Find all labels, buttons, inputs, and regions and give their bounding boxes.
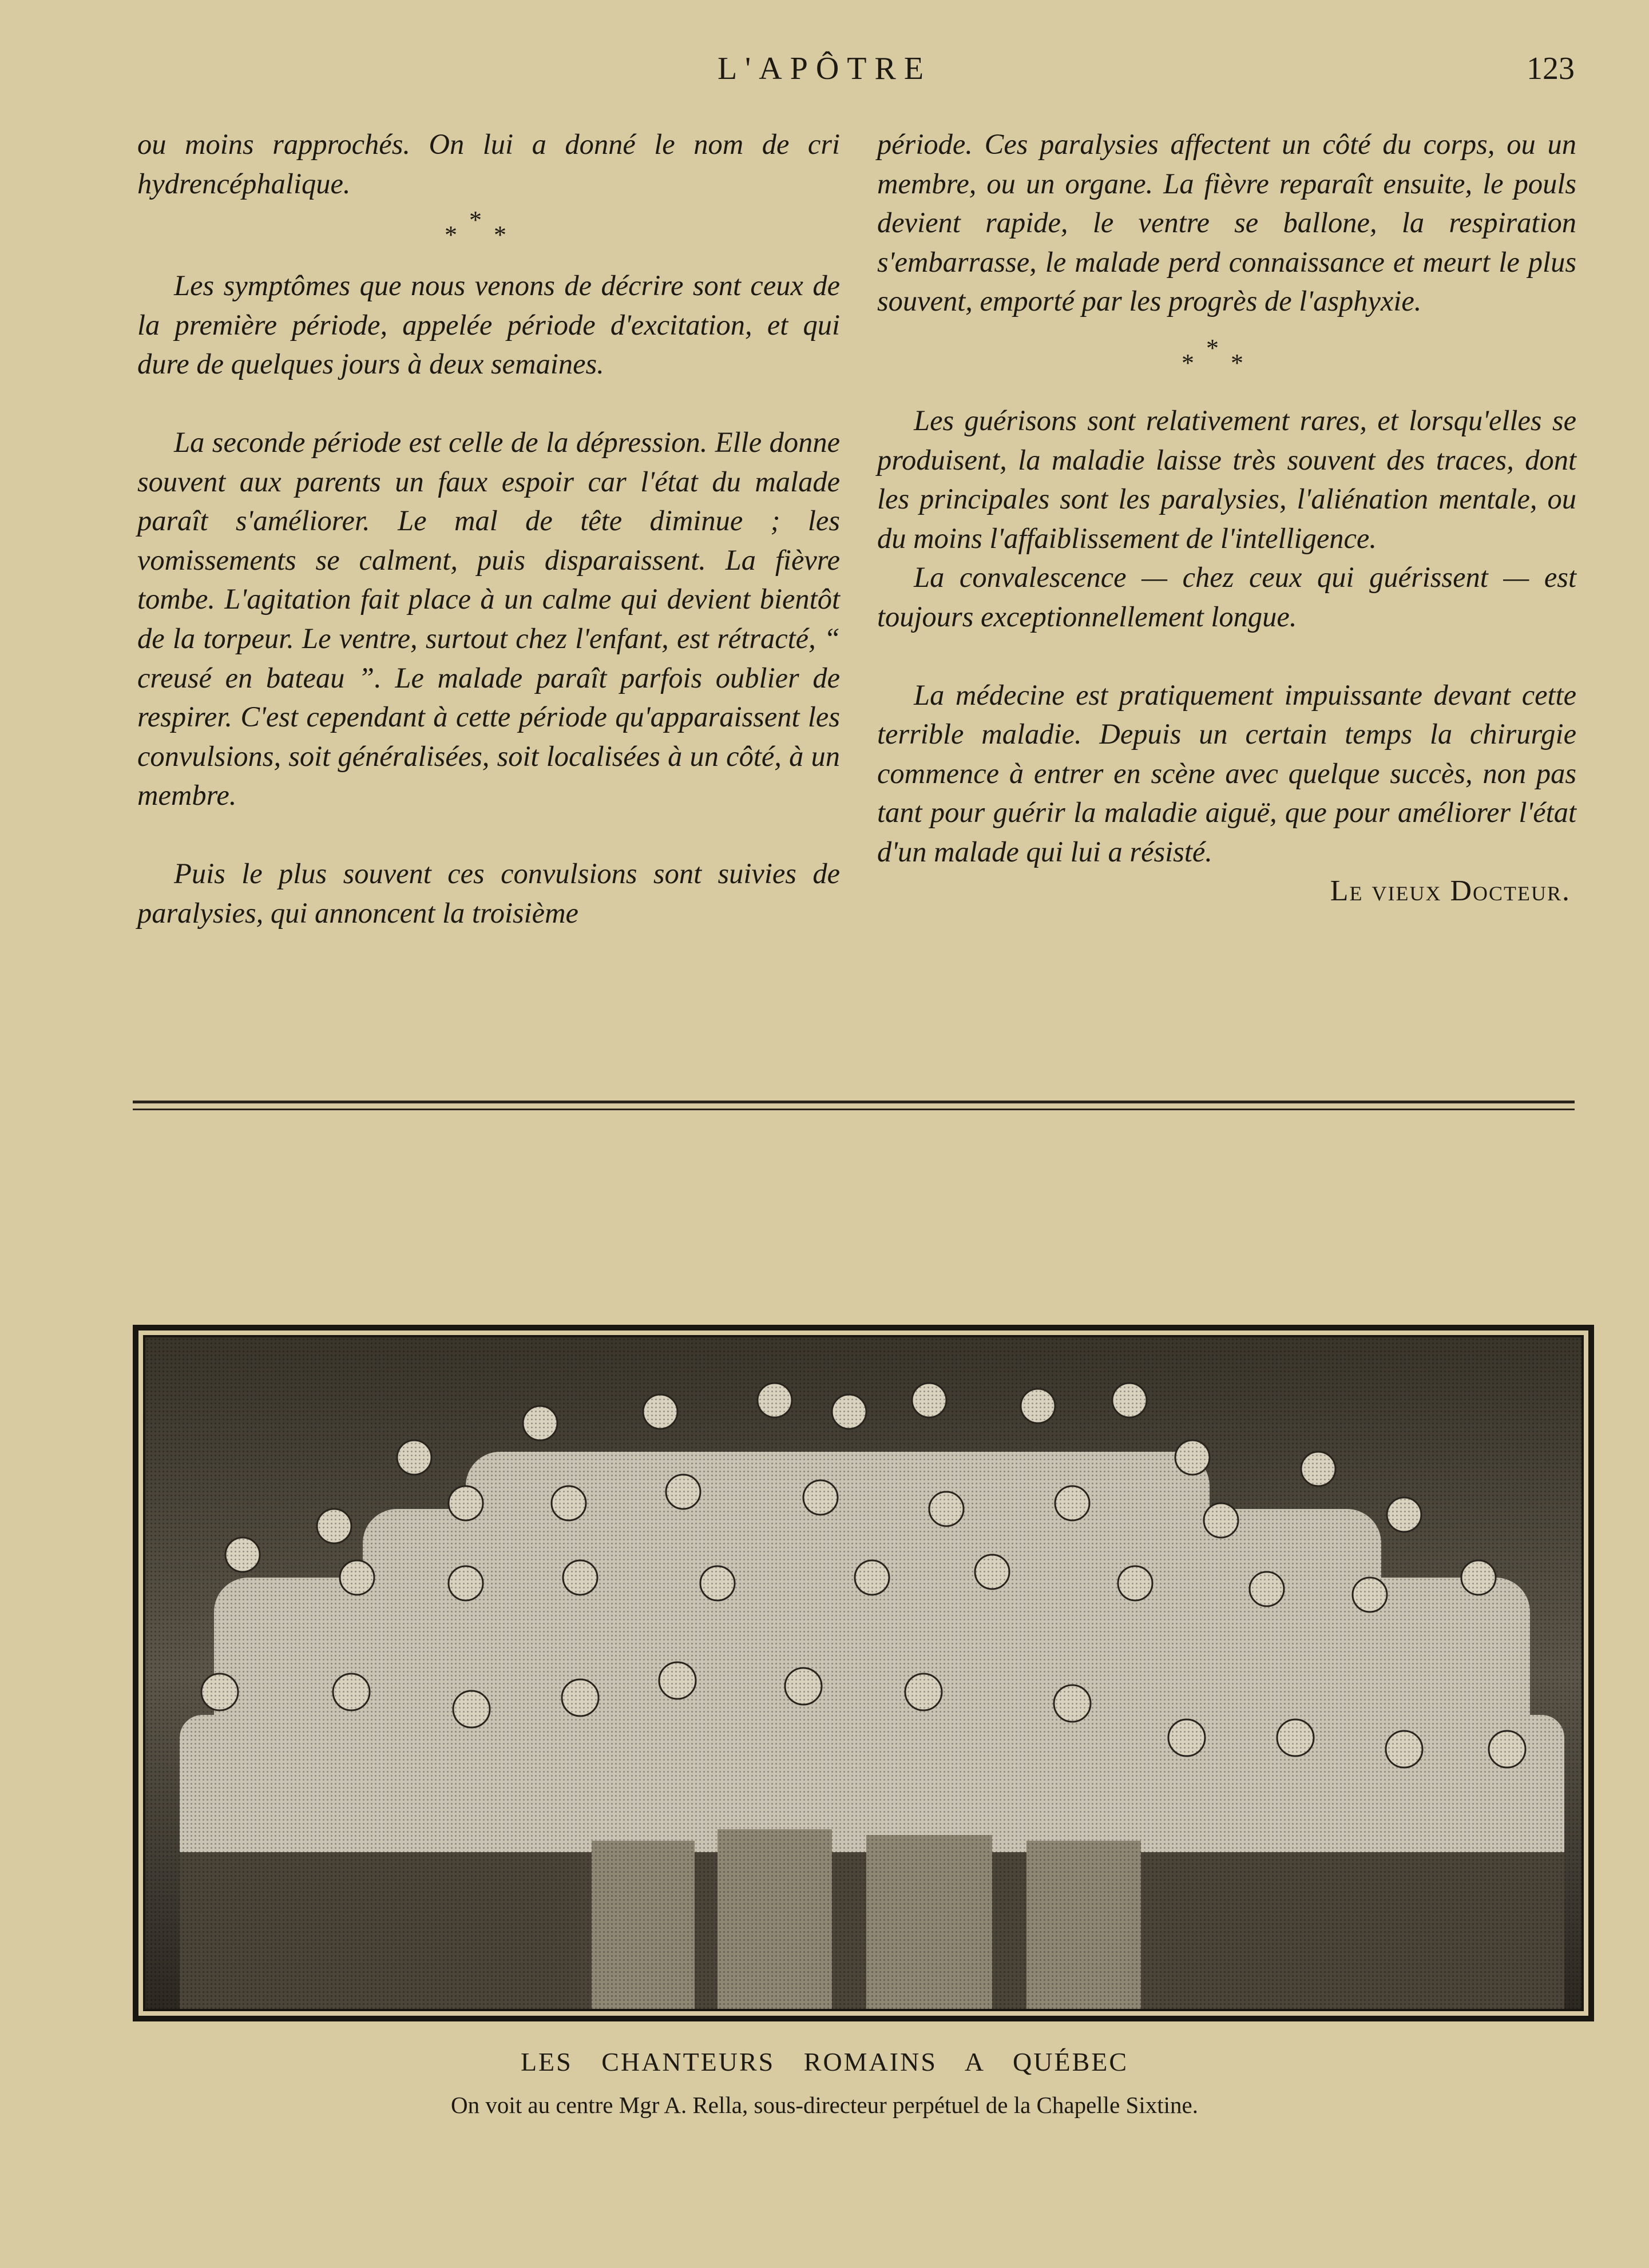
right-column (877, 125, 1576, 911)
right-paragraph-3: La convalescence — chez ceux qui guérissent — est toujours exceptionnellement longue. (877, 561, 1576, 633)
left-paragraph-3: La seconde période est celle de la dépression. Elle donne souvent aux parents un faux espoir car l'état du malade paraît s'améliorer. Le mal de tête diminue ; les vomissements se calment, puis disparaissent. La fièvre tombe. L'agitation fait place à un calme qui devient bientôt de la torpeur. Le ventre, surtout chez l'enfant, est rétracté, “ creusé en bateau ”. Le malade paraît parfois oublier de respirer. C'est cependant à cette période qu'apparaissent les convulsions, soit généralisées, soit localisées à un côté, à un membre. (137, 426, 840, 812)
page-header (0, 50, 1649, 90)
right-paragraph-4: La médecine est pratiquement impuissante devant cette terrible maladie. Depuis un certain temps la chirurgie commence à entrer en scène avec quelque succès, non pas tant pour guérir la maladie aiguë, que pour améliorer l'état d'un malade qui lui a résisté. (877, 678, 1576, 868)
left-paragraph-2: Les symptômes que nous venons de décrire sont ceux de la première période, appelée période d'excitation, et qui dure de quelques jours à deux semaines. (137, 269, 840, 380)
photo-caption-title: LES CHANTEURS ROMAINS A QUÉBEC (520, 2047, 1129, 2076)
section-separator: * * * (445, 206, 506, 249)
left-column (137, 125, 840, 932)
author-signature: Le vieux Docteur. (1330, 874, 1571, 907)
right-paragraph-2: Les guérisons sont relativement rares, et lorsqu'elles se produisent, la maladie laisse très souvent des traces, dont les principales sont les paralysies, l'aliénation mentale, ou du moins l'affaiblissement de l'intelligence. (877, 404, 1576, 554)
left-paragraph-4: Puis le plus souvent ces convulsions sont suivies de paralysies, qui annoncent la troisième (137, 857, 840, 929)
right-paragraph-1: période. Ces paralysies affectent un côté du corps, ou un membre, ou un organe. La fièvre reparaît ensuite, le pouls devient rapide, le ventre se ballone, la respiration s'embarrasse, le malade perd connaissance et meurt le plus souvent, emporté par les progrès de l'asphyxie. (877, 128, 1576, 317)
section-divider (133, 1101, 1575, 1103)
section-separator: * * * (1182, 333, 1243, 377)
choir-photograph (133, 1325, 1594, 2021)
section-divider (133, 1109, 1575, 1110)
journal-title: L'APÔTRE (717, 51, 932, 86)
photo-caption-subtitle: On voit au centre Mgr A. Rella, sous-directeur perpétuel de la Chapelle Sixtine. (451, 2092, 1198, 2118)
page-number: 123 (1527, 51, 1575, 86)
photo-image (143, 1335, 1584, 2011)
photo-illustration (145, 1337, 1584, 2011)
left-paragraph-1: ou moins rapprochés. On lui a donné le nom de cri hydrencéphalique. (137, 128, 840, 200)
